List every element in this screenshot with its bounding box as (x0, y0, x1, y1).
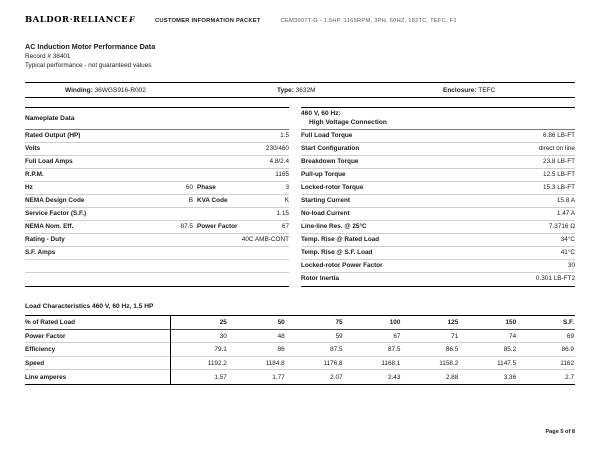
row-label: Volts (25, 145, 41, 153)
row-value: 79.1 (214, 346, 227, 354)
nameplate-title-text: Nameplate Data (25, 114, 75, 122)
nameplate-table (25, 107, 289, 287)
load-header-cell: 25 (219, 319, 227, 327)
winding-bar (25, 82, 575, 98)
row-label: NEMA Nom. Eff. (25, 223, 74, 231)
table-row (25, 156, 289, 169)
table-row (25, 357, 575, 371)
row-value: 2.07 (330, 373, 343, 381)
row-value: 1147.5 (497, 359, 517, 367)
row-value: K (284, 197, 289, 205)
model-description: CEM3607T-G - 1.5HP, 1165RPM, 3PH, 60HZ, 182TC, TEFC, F1 (280, 18, 457, 24)
row-label: S.F. Amps (25, 249, 56, 257)
table-row (301, 195, 575, 208)
row-label: Full Load Amps (25, 158, 73, 166)
column-divider (170, 316, 171, 384)
row-label: Line-line Res. @ 25°C (301, 223, 367, 231)
table-row (301, 143, 575, 156)
table-row (25, 247, 289, 260)
hv-title-line1: 460 V, 60 Hz: (301, 110, 341, 118)
row-mid-label: Power Factor (197, 223, 238, 231)
row-label: Efficiency (25, 346, 56, 354)
load-header-cell: S.F. (562, 319, 574, 327)
row-label: Line amperes (25, 373, 67, 381)
high-voltage-table-body (301, 130, 575, 286)
title-block (25, 42, 575, 69)
row-value: 1192.2 (207, 359, 227, 367)
table-row (25, 273, 289, 286)
page-header (25, 15, 575, 25)
doc-title: AC Induction Motor Performance Data (25, 42, 156, 51)
packet-label: CUSTOMER INFORMATION PACKET (155, 18, 261, 24)
table-row (25, 130, 289, 143)
load-header-cell: 150 (505, 319, 517, 327)
row-value: 1158.2 (439, 359, 459, 367)
row-value: 12.5 LB-FT (543, 171, 575, 179)
type-field (277, 83, 316, 98)
row-value: 87.5 (330, 346, 343, 354)
high-voltage-table (301, 107, 575, 287)
row-label: Start Configuration (301, 145, 360, 153)
row-value: direct on line (538, 145, 575, 153)
table-row (25, 143, 289, 156)
row-value: 1.5 (280, 132, 289, 140)
load-header-cell: % of Rated Load (25, 319, 76, 327)
row-label: Temp. Rise @ S.F. Load (301, 249, 373, 257)
row-value: 2.7 (565, 373, 574, 381)
table-row (301, 169, 575, 182)
load-characteristics-title: Load Characteristics 460 V, 60 Hz, 1.5 HP (25, 303, 154, 311)
row-value: 1165 (275, 171, 289, 179)
row-label: Speed (25, 359, 45, 367)
row-label: No-load Current (301, 210, 350, 218)
type-value: 3632M (295, 87, 316, 95)
nameplate-table-body (25, 130, 289, 286)
row-value: 85.2 (503, 346, 517, 354)
table-row (301, 208, 575, 221)
row-mid-value: B (188, 197, 193, 205)
row-value: 2.43 (387, 373, 401, 381)
row-label: Starting Current (301, 197, 350, 205)
row-value: 40C AMB-CONT (241, 236, 289, 244)
row-value: 74 (509, 332, 517, 340)
row-value: 86.5 (445, 346, 459, 354)
row-value: 7.3716 Ω (548, 223, 575, 231)
type-label: Type: (277, 87, 294, 95)
record-number: Record # 38401 (25, 53, 71, 61)
load-header-cell: 50 (277, 319, 285, 327)
hv-title-line2: High Voltage Connection (309, 118, 387, 126)
enclosure-field (443, 83, 495, 98)
load-header-cell: 125 (447, 319, 459, 327)
nameplate-table-title (25, 108, 289, 130)
row-value: 1162 (560, 359, 574, 367)
enclosure-label: Enclosure: (443, 87, 477, 95)
row-value: 67 (281, 223, 289, 231)
row-label: Locked-rotor Torque (301, 184, 364, 192)
row-value: 41°C (560, 249, 575, 257)
table-row (25, 208, 289, 221)
table-row (25, 182, 289, 195)
row-mid-value: 87.5 (180, 223, 193, 231)
winding-label: Winding: (65, 87, 93, 95)
row-label: NEMA Design Code (25, 197, 85, 205)
row-mid-label: Phase (197, 184, 216, 192)
table-row (301, 260, 575, 273)
table-row (301, 234, 575, 247)
row-value: 1.47 A (556, 210, 575, 218)
winding-field (65, 83, 146, 98)
table-row (25, 260, 289, 273)
row-label: Rated Output (HP) (25, 132, 81, 140)
table-row (301, 130, 575, 143)
row-value: 4.8/2.4 (269, 158, 289, 166)
row-label: Rotor Inertia (301, 275, 339, 283)
row-label: Rating - Duty (25, 236, 65, 244)
enclosure-value: TEFC (478, 87, 496, 95)
row-value: 15.3 LB-FT (543, 184, 575, 192)
row-label: Temp. Rise @ Rated Load (301, 236, 380, 244)
table-row (301, 273, 575, 286)
load-table-body (25, 330, 575, 384)
row-value: 30 (219, 332, 227, 340)
row-mid-label: KVA Code (197, 197, 228, 205)
table-row (25, 195, 289, 208)
row-value: 1.15 (276, 210, 289, 218)
row-value: 23.8 LB-FT (543, 158, 575, 166)
data-columns (25, 107, 575, 287)
logo-text: BALDOR·RELIANCE (25, 15, 129, 25)
table-row (25, 221, 289, 234)
row-label: Breakdown Torque (301, 158, 359, 166)
row-mid-value: 60 (185, 184, 193, 192)
high-voltage-table-title (301, 108, 575, 130)
row-label: Pull-up Torque (301, 171, 346, 179)
row-label: Hz (25, 184, 33, 192)
table-row (25, 343, 575, 357)
row-value: 67 (393, 332, 401, 340)
row-value: 86.9 (561, 346, 574, 354)
row-label: Locked-rotor Power Factor (301, 262, 383, 270)
row-label: R.P.M. (25, 171, 44, 179)
row-value: 1168.1 (381, 359, 401, 367)
page-number: Page 5 of 8 (545, 429, 575, 435)
row-value: 1184.8 (265, 359, 285, 367)
table-row (301, 221, 575, 234)
row-label: Service Factor (S.F.) (25, 210, 87, 218)
load-header-cell: 100 (389, 319, 401, 327)
table-row (25, 330, 575, 344)
row-value: 48 (277, 332, 285, 340)
table-row (25, 370, 575, 384)
logo-mark-icon: F (129, 15, 135, 24)
row-value: 69 (566, 332, 574, 340)
performance-note: Typical performance - not guaranteed values (25, 62, 152, 70)
row-value: 71 (451, 332, 459, 340)
row-value: 15.8 A (556, 197, 575, 205)
row-value: 0.301 LB-FT2 (535, 275, 575, 283)
row-value: 3.36 (503, 373, 517, 381)
row-value: 1.57 (214, 373, 227, 381)
row-value: 3 (285, 184, 289, 192)
table-row (25, 234, 289, 247)
row-label: Full Load Torque (301, 132, 353, 140)
table-row (25, 169, 289, 182)
load-header-cell: 75 (335, 319, 343, 327)
winding-value: 36WGS916-R002 (94, 87, 146, 95)
row-value: 87.5 (387, 346, 401, 354)
row-value: 1.77 (272, 373, 285, 381)
row-value: 34°C (560, 236, 575, 244)
load-characteristics-table (25, 315, 575, 385)
row-value: 230/460 (265, 145, 289, 153)
row-label: Power Factor (25, 332, 66, 340)
baldor-reliance-logo (25, 15, 135, 25)
row-value: 2.88 (445, 373, 459, 381)
row-value: 1176.8 (323, 359, 343, 367)
row-value: 59 (335, 332, 343, 340)
row-value: 6.86 LB-FT (543, 132, 575, 140)
table-row (301, 247, 575, 260)
table-row (301, 156, 575, 169)
load-table-header (25, 316, 575, 330)
row-value: 30 (567, 262, 575, 270)
table-row (301, 182, 575, 195)
row-value: 86 (277, 346, 285, 354)
